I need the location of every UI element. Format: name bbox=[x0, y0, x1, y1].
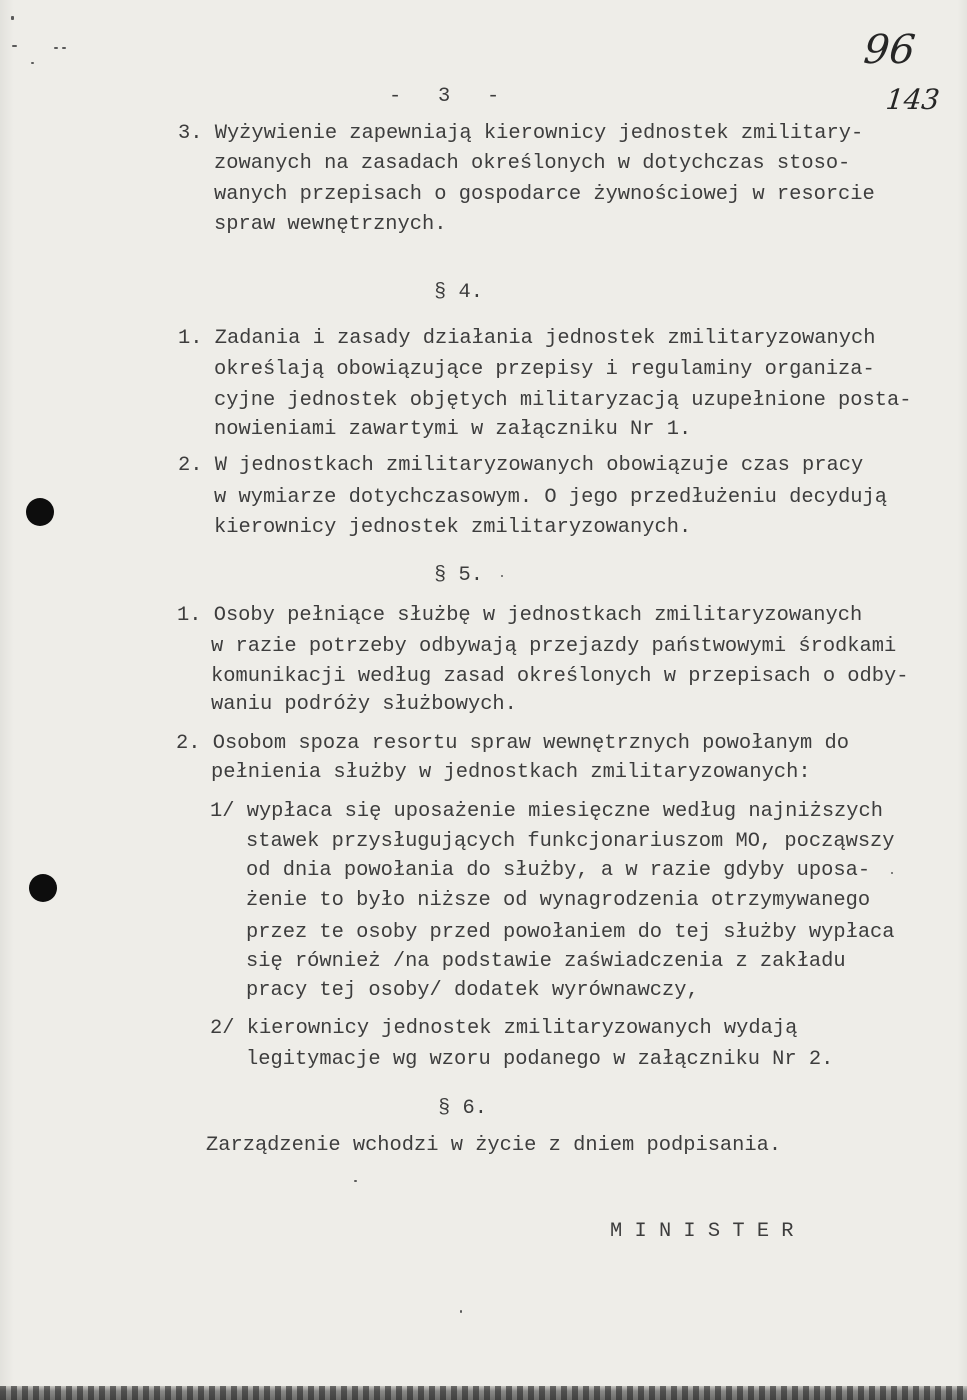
section-5-subitem-1-line: się również /na podstawie zaświadczenia z zakładu bbox=[246, 950, 846, 973]
section-5-item-1-line: waniu podróży służbowych. bbox=[211, 693, 517, 716]
section-5-subitem-2-line: legitymacje wg wzoru podanego w załączniku Nr 2. bbox=[246, 1048, 834, 1071]
section-5-item-2-line: pełnienia służby w jednostkach zmilitaryzowanych: bbox=[211, 761, 811, 784]
ink-speck bbox=[62, 47, 66, 49]
section-4-heading: § 4. bbox=[434, 281, 483, 304]
paragraph-3-line: zowanych na zasadach określonych w dotychczas stoso- bbox=[214, 152, 851, 175]
ink-speck bbox=[891, 872, 893, 874]
section-5-subitem-2-line: 2/ kierownicy jednostek zmilitaryzowanych wydają bbox=[210, 1017, 798, 1040]
ink-speck bbox=[12, 45, 17, 47]
section-5-item-2-line: 2. Osobom spoza resortu spraw wewnętrznych powołanym do bbox=[176, 732, 850, 755]
punch-hole bbox=[29, 874, 57, 902]
section-4-item-2-line: kierownicy jednostek zmilitaryzowanych. bbox=[214, 516, 692, 539]
section-5-item-1-line: w razie potrzeby odbywają przejazdy państwowymi środkami bbox=[211, 635, 897, 658]
section-5-item-1-line: komunikacji według zasad określonych w przepisach o odby- bbox=[211, 665, 909, 688]
signature-minister: M I N I S T E R bbox=[610, 1220, 794, 1243]
section-4-item-1-line: określają obowiązujące przepisy i regulaminy organiza- bbox=[214, 358, 875, 381]
paragraph-3-line: 3. Wyżywienie zapewniają kierownicy jednostek zmilitary- bbox=[178, 122, 864, 145]
ink-speck bbox=[501, 575, 503, 577]
ink-speck bbox=[354, 1180, 357, 1182]
ink-speck bbox=[54, 47, 58, 49]
section-5-subitem-1-line: pracy tej osoby/ dodatek wyrównawczy, bbox=[246, 979, 699, 1002]
punch-hole bbox=[26, 498, 54, 526]
paragraph-3-line: spraw wewnętrznych. bbox=[214, 213, 447, 236]
section-6-text: Zarządzenie wchodzi w życie z dniem podpisania. bbox=[206, 1134, 782, 1157]
section-5-subitem-1-line: przez te osoby przed powołaniem do tej służby wypłaca bbox=[246, 921, 895, 944]
section-4-item-1-line: cyjne jednostek objętych militaryzacją uzupełnione posta- bbox=[214, 389, 912, 412]
section-5-subitem-1-line: żenie to było niższe od wynagrodzenia otrzymywanego bbox=[246, 889, 871, 912]
ink-speck bbox=[460, 1310, 462, 1313]
section-6-heading: § 6. bbox=[438, 1097, 487, 1120]
section-4-item-1-line: nowieniami zawartymi w załączniku Nr 1. bbox=[214, 418, 692, 441]
section-5-item-1-line: 1. Osoby pełniące służbę w jednostkach zmilitaryzowanych bbox=[177, 604, 863, 627]
ink-speck bbox=[31, 62, 34, 64]
section-5-subitem-1-line: stawek przysługujących funkcjonariuszom MO, począwszy bbox=[246, 830, 895, 853]
page-number: - 3 - bbox=[389, 85, 500, 108]
section-5-subitem-1-line: 1/ wypłaca się uposażenie miesięczne według najniższych bbox=[210, 800, 884, 823]
handwritten-folio-number-top: 96 bbox=[861, 27, 918, 73]
scan-bottom-edge bbox=[0, 1386, 967, 1400]
ink-speck bbox=[11, 16, 14, 20]
section-5-heading: § 5. bbox=[434, 564, 483, 587]
section-4-item-2-line: w wymiarze dotychczasowym. O jego przedłużeniu decydują bbox=[214, 486, 888, 509]
section-4-item-2-line: 2. W jednostkach zmilitaryzowanych obowiązuje czas pracy bbox=[178, 454, 864, 477]
section-4-item-1-line: 1. Zadania i zasady działania jednostek zmilitaryzowanych bbox=[178, 327, 876, 350]
paragraph-3-line: wanych przepisach o gospodarce żywnościowej w resorcie bbox=[214, 183, 875, 206]
handwritten-folio-number-bottom: 143 bbox=[884, 83, 942, 116]
section-5-subitem-1-line: od dnia powołania do służby, a w razie gdyby uposa- bbox=[246, 859, 871, 882]
